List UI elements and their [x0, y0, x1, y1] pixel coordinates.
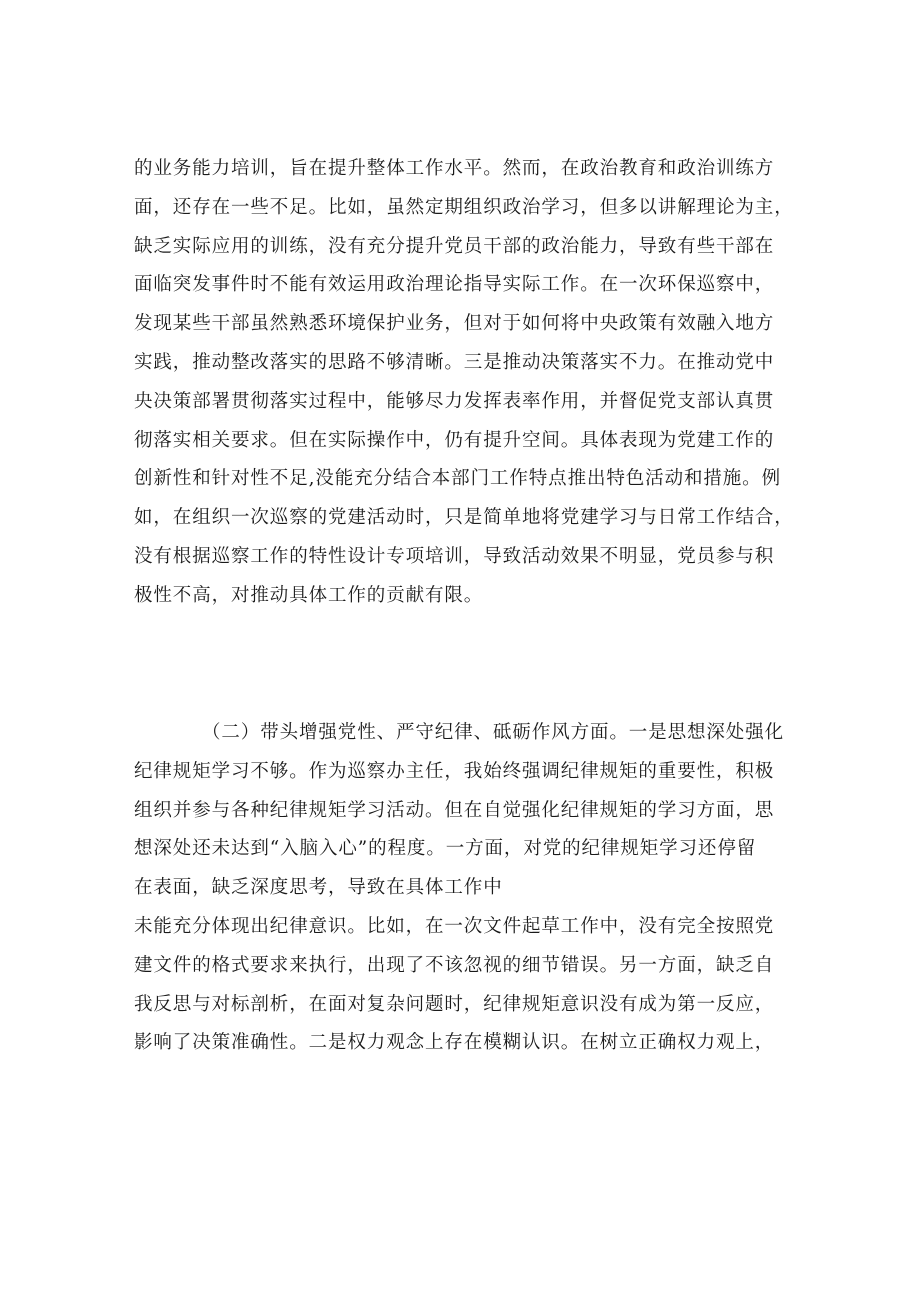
text-line: 极性不高，对推动具体工作的贡献有限。 — [134, 584, 484, 606]
text-line: 未能充分体现出纪律意识。比如，在一次文件起草工作中，没有完全按照党 — [134, 916, 775, 937]
text-line: 组织并参与各种纪律规矩学习活动。但在自觉强化纪律规矩的学习方面，思 — [134, 799, 775, 821]
section-heading-line: （二）带头增强党性、严守纪律、砥砺作风方面。一是思想深处强化 — [202, 722, 785, 743]
paragraph-section-two — [134, 714, 814, 908]
text-line: 想深处还未达到“入脑入心”的程度。一方面，对党的纪律规矩学习还停留 — [134, 838, 757, 860]
text-line: 缺乏实际应用的训练，没有充分提升党员干部的政治能力，导致有些干部在 — [134, 235, 775, 257]
text-line: 建文件的格式要求来执行，出现了不该忽视的细节错误。另一方面，缺乏自 — [134, 954, 775, 976]
text-line: 面临突发事件时不能有效运用政治理论指导实际工作。在一次环保巡察中， — [134, 274, 775, 296]
text-line: 影响了决策准确性。二是权力观念上存在模糊认识。在树立正确权力观上， — [134, 1032, 775, 1054]
text-line: 没有根据巡察工作的特性设计专项培训，导致活动效果不明显，党员参与积 — [134, 545, 775, 567]
text-line: 的业务能力培训，旨在提升整体工作水平。然而，在政治教育和政治训练方 — [134, 158, 775, 179]
paragraph-continued — [134, 150, 814, 616]
text-line: 实践，推动整改落实的思路不够清晰。三是推动决策落实不力。在推动党中 — [134, 351, 775, 373]
text-line: 纪律规矩学习不够。作为巡察办主任，我始终强调纪律规矩的重要性，积极 — [134, 760, 775, 782]
text-line: 在表面，缺乏深度思考，导致在具体工作中 — [134, 877, 503, 899]
text-line: 发现某些干部虽然熟悉环境保护业务，但对于如何将中央政策有效融入地方 — [134, 313, 775, 335]
text-line: 创新性和针对性不足,没能充分结合本部门工作特点推出特色活动和措施。例 — [134, 468, 781, 490]
text-line: 面，还存在一些不足。比如，虽然定期组织政治学习，但多以讲解理论为主， — [134, 196, 794, 218]
text-line: 我反思与对标剖析，在面对复杂问题时，纪律规矩意识没有成为第一反应， — [134, 993, 775, 1015]
text-line: 如，在组织一次巡察的党建活动时，只是简单地将党建学习与日常工作结合， — [134, 507, 794, 529]
text-line: 彻落实相关要求。但在实际操作中，仍有提升空间。具体表现为党建工作的 — [134, 429, 775, 451]
text-line: 央决策部署贯彻落实过程中，能够尽力发挥表率作用，并督促党支部认真贯 — [134, 390, 775, 412]
paragraph-continued-bottom — [134, 908, 814, 1063]
